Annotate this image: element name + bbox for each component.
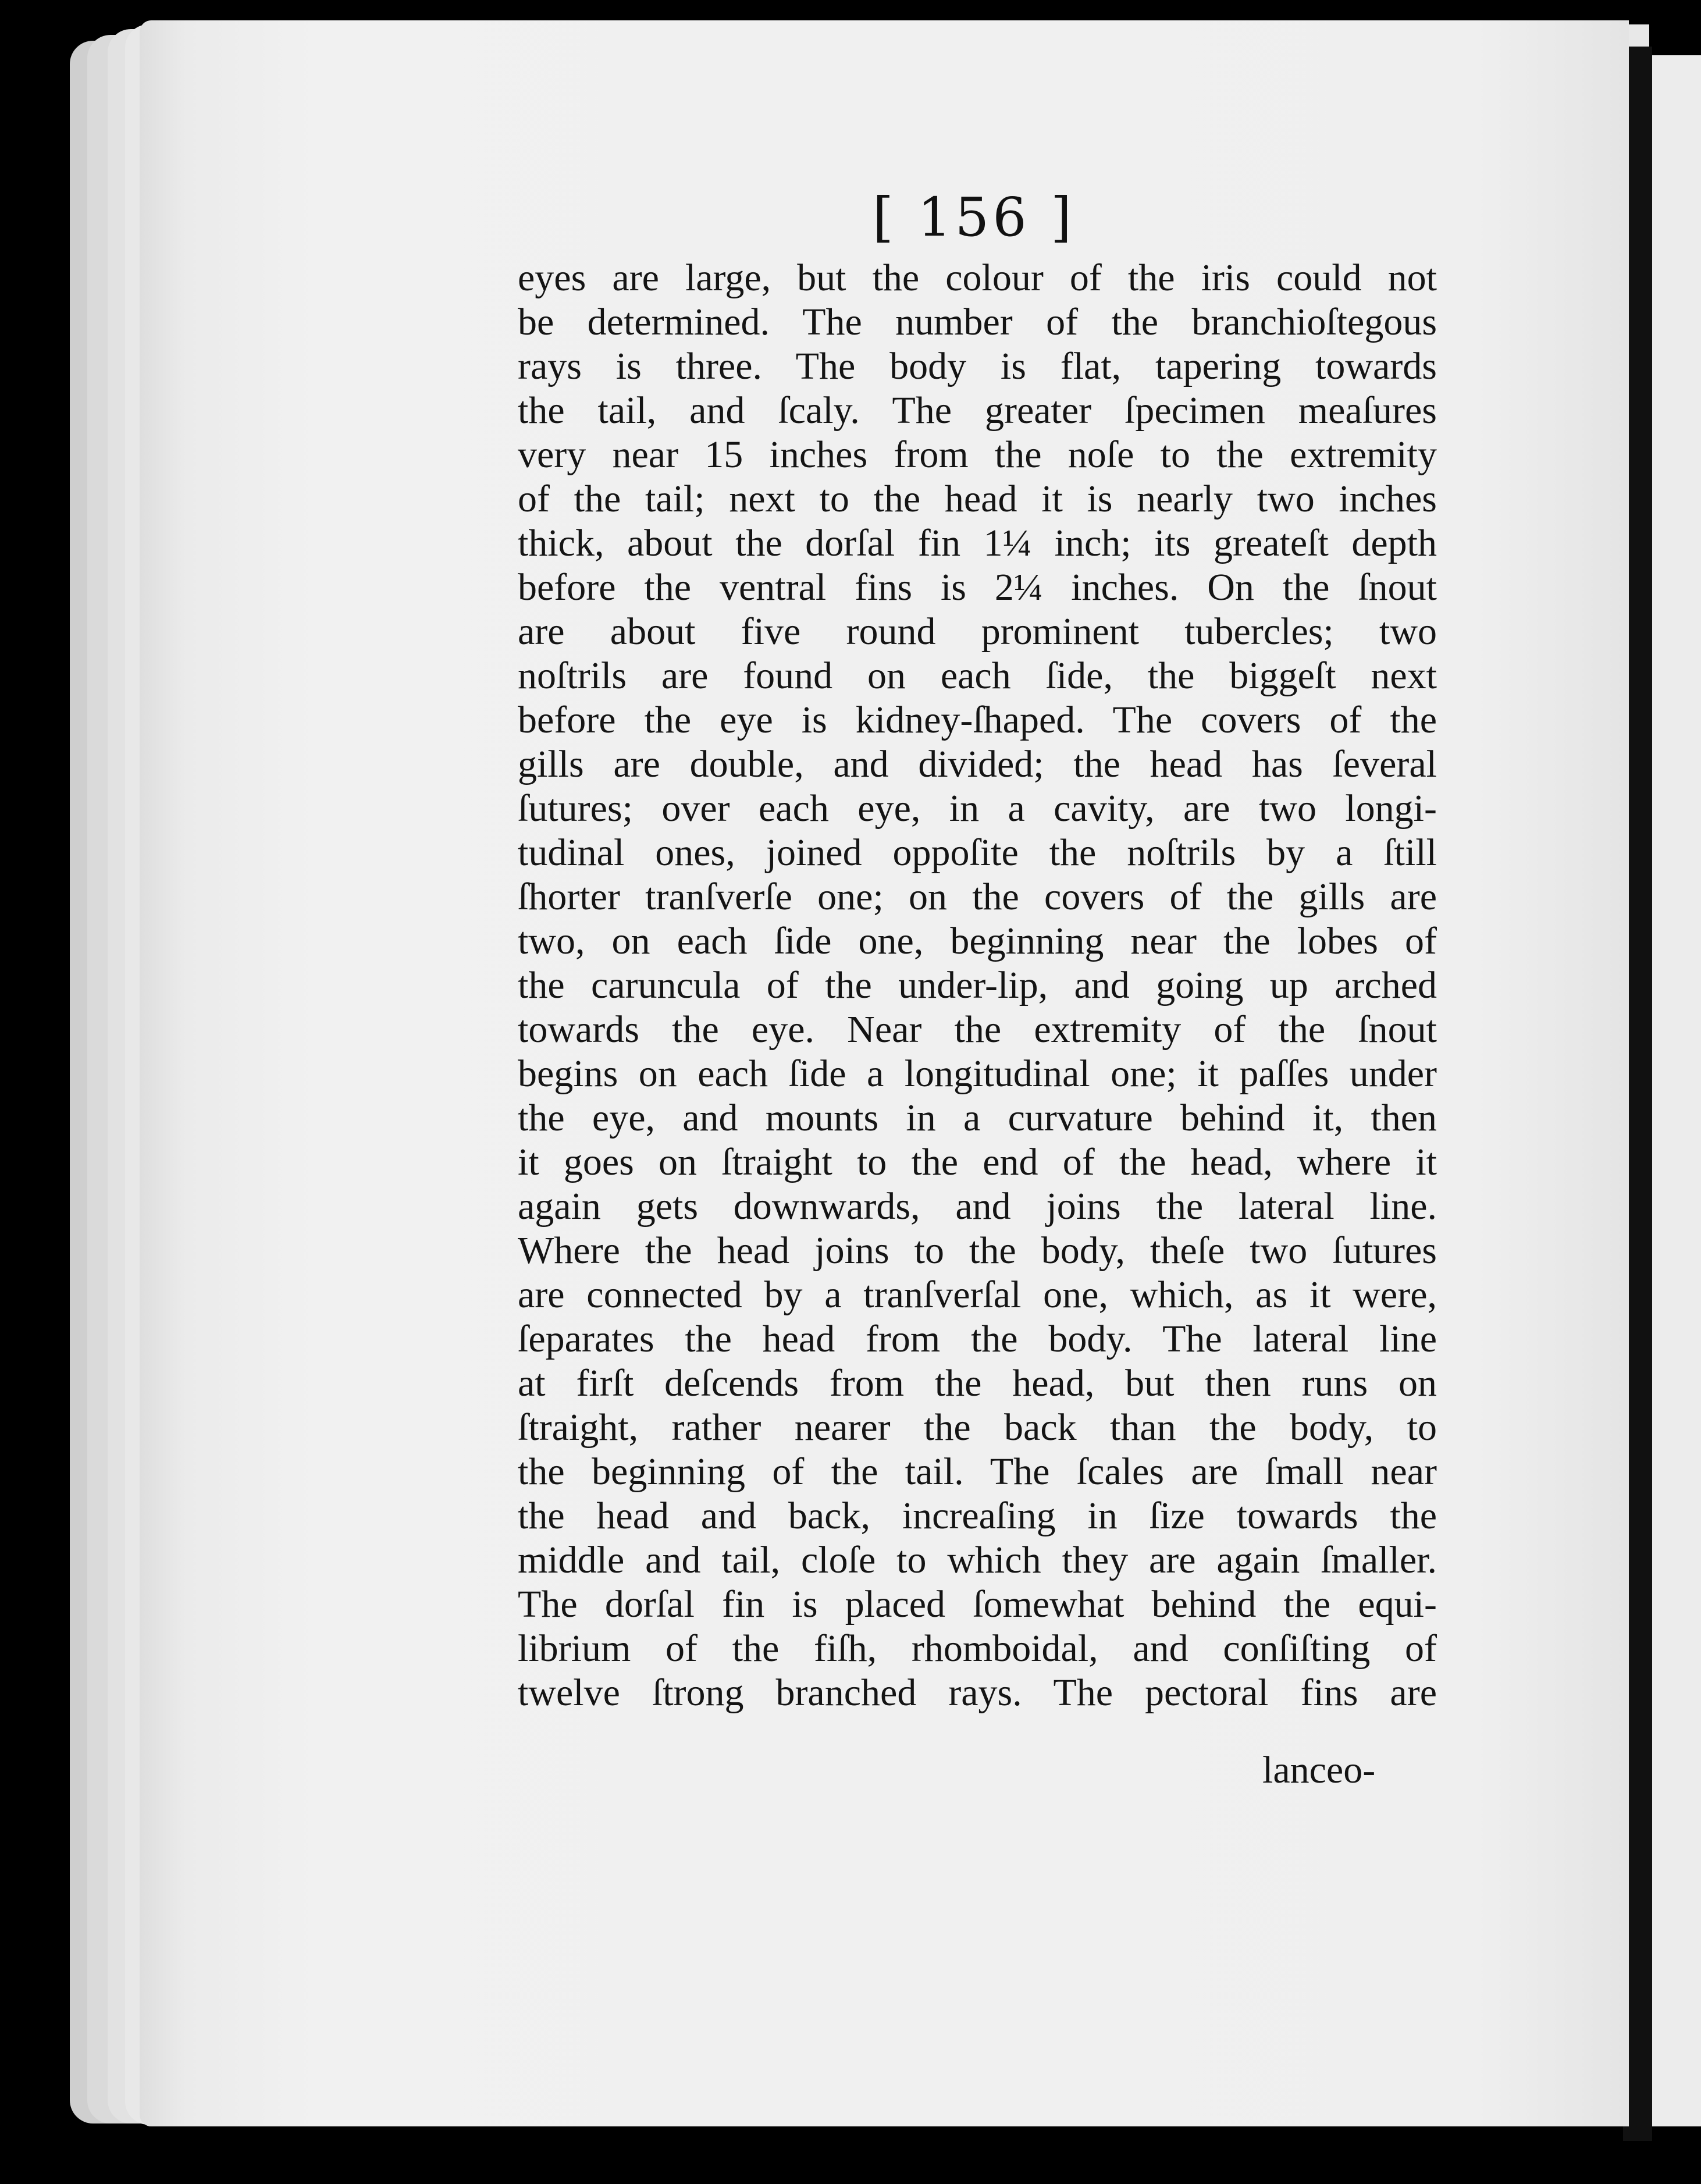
text-line: twelve ſtrong branched rays. The pectoral fins are (518, 1671, 1437, 1714)
body-text (518, 256, 1437, 1715)
facing-page-edge (1652, 55, 1701, 2126)
text-line: eyes are large, but the colour of the iris could not (518, 257, 1437, 299)
text-line: of the tail; next to the head it is nearly two inches (518, 478, 1437, 520)
text-line: noſtrils are found on each ſide, the biggeſt next (518, 655, 1437, 697)
text-line: two, on each ſide one, beginning near the lobes of (518, 920, 1437, 962)
text-line: towards the eye. Near the extremity of the ſnout (518, 1008, 1437, 1051)
text-line: ſutures; over each eye, in a cavity, are two longi- (518, 787, 1437, 830)
text-line: ſtraight, rather nearer the back than the body, to (518, 1406, 1437, 1449)
text-line: ſeparates the head from the body. The lateral line (518, 1318, 1437, 1360)
text-line: gills are double, and divided; the head has ſeveral (518, 743, 1437, 785)
text-line: rays is three. The body is flat, tapering towards (518, 345, 1437, 387)
text-line: it goes on ſtraight to the end of the head, where it (518, 1141, 1437, 1183)
text-line: librium of the fiſh, rhomboidal, and conſiſting of (518, 1627, 1437, 1670)
text-line: before the eye is kidney-ſhaped. The covers of the (518, 699, 1437, 741)
text-line: at firſt deſcends from the head, but then runs on (518, 1362, 1437, 1404)
text-line: ſhorter tranſverſe one; on the covers of the gills are (518, 876, 1437, 918)
text-line: be determined. The number of the branchioſtegous (518, 301, 1437, 343)
text-line: the beginning of the tail. The ſcales are ſmall near (518, 1450, 1437, 1493)
text-line: again gets downwards, and joins the lateral line. (518, 1185, 1437, 1228)
text-line: before the ventral fins is 2¼ inches. On the ſnout (518, 566, 1437, 609)
text-line: the tail, and ſcaly. The greater ſpecimen meaſures (518, 389, 1437, 432)
text-line: middle and tail, cloſe to which they are again ſmaller. (518, 1539, 1437, 1581)
text-line: are about five round prominent tubercles; two (518, 610, 1437, 653)
text-line: the caruncula of the under-lip, and going up arched (518, 964, 1437, 1006)
text-line: The dorſal fin is placed ſomewhat behind the equi- (518, 1583, 1437, 1625)
text-line: thick, about the dorſal fin 1¼ inch; its greateſt depth (518, 522, 1437, 564)
text-line: Where the head joins to the body, theſe two ſutures (518, 1229, 1437, 1272)
text-line: are connected by a tranſverſal one, which, as it were, (518, 1274, 1437, 1316)
text-line: begins on each ſide a longitudinal one; it paſſes under (518, 1052, 1437, 1095)
text-line: the head and back, increaſing in ſize towards the (518, 1495, 1437, 1537)
text-line: tudinal ones, joined oppoſite the noſtrils by a ſtill (518, 831, 1437, 874)
catchword: lanceo- (1262, 1749, 1376, 1791)
text-line: very near 15 inches from the noſe to the extremity (518, 433, 1437, 476)
text-line: the eye, and mounts in a curvature behind it, then (518, 1097, 1437, 1139)
page-number: [ 156 ] (873, 186, 1075, 248)
